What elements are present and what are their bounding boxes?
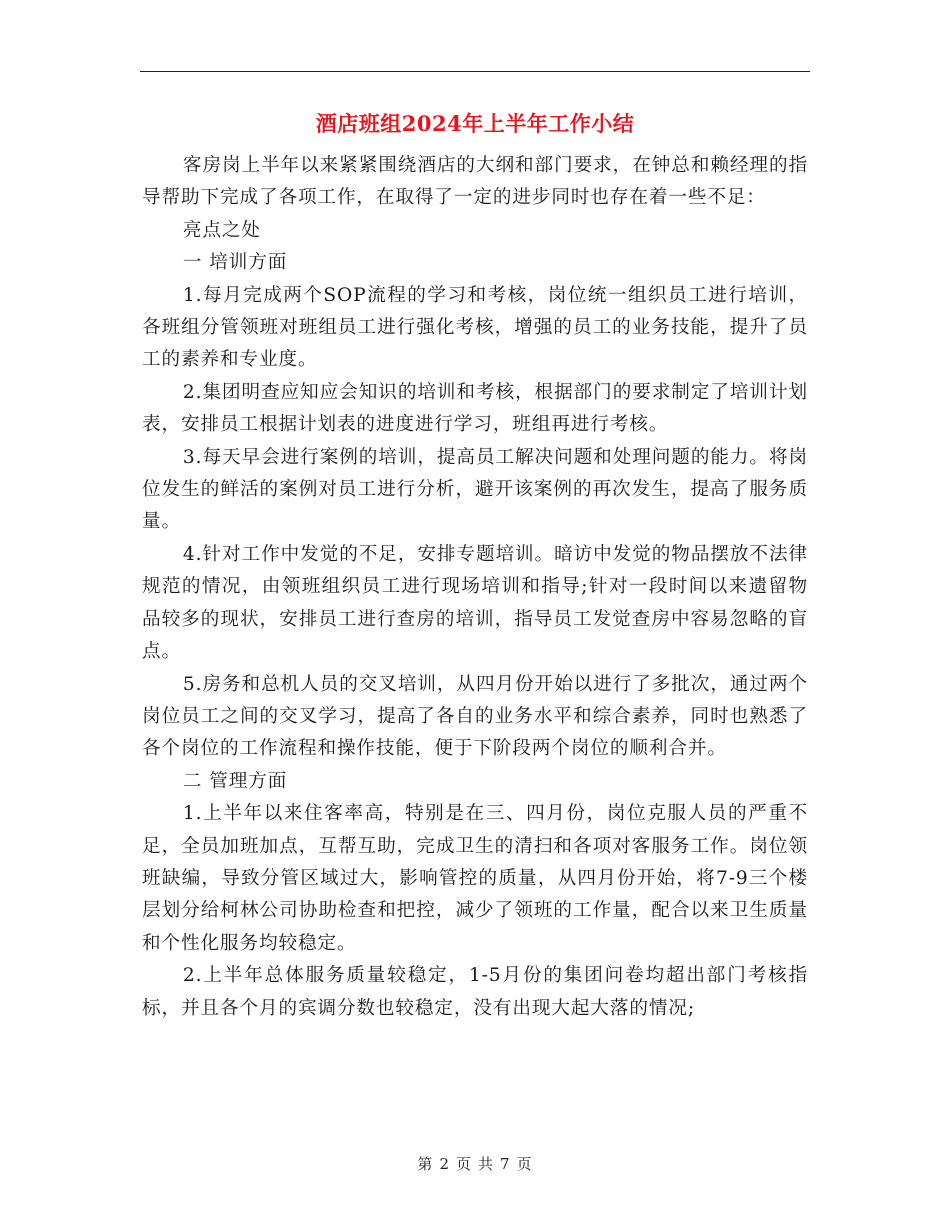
paragraph-training-1: 1.每月完成两个SOP流程的学习和考核，岗位统一组织员工进行培训，各班组分管领班对班组员工进行强化考核，增强的员工的业务技能，提升了员工的素养和专业度。 (142, 284, 808, 371)
paragraph-intro: 客房岗上半年以来紧紧围绕酒店的大纲和部门要求，在钟总和赖经理的指导帮助下完成了各项工作，在取得了一定的进步同时也存在着一些不足： (142, 155, 808, 209)
paragraph-training-5: 5.房务和总机人员的交叉培训，从四月份开始以进行了多批次，通过两个岗位员工之间的交叉学习，提高了各自的业务水平和综合素养，同时也熟悉了各个岗位的工作流程和操作技能，便于下阶段两个岗位的顺利合并。 (142, 673, 808, 760)
footer-page-word: 页 (455, 1155, 472, 1173)
paragraph-management-2: 2.上半年总体服务质量较稳定，1-5月份的集团问卷均超出部门考核指标，并且各个月的宾调分数也较稳定，没有出现大起大落的情况; (142, 965, 808, 1019)
header-rule (140, 71, 810, 72)
footer-total-prefix: 共 (478, 1155, 495, 1173)
paragraph-training-2: 2.集团明查应知应会知识的培训和考核，根据部门的要求制定了培训计划表，安排员工根据计划表的进度进行学习，班组再进行考核。 (142, 381, 808, 436)
document-title: 酒店班组2024年上半年工作小结 (315, 111, 635, 136)
section-heading-training: 一 培训方面 (182, 252, 288, 274)
paragraph-training-3: 3.每天早会进行案例的培训，提高员工解决问题和处理问题的能力。将岗位发生的鲜活的案例对员工进行分析，避开该案例的再次发生，提高了服务质量。 (142, 446, 808, 533)
section-heading-management: 二 管理方面 (182, 770, 288, 792)
document-body (142, 150, 808, 1025)
paragraph-management-1: 1.上半年以来住客率高，特别是在三、四月份，岗位克服人员的严重不足，全员加班加点，互帮互助，完成卫生的清扫和各项对客服务工作。岗位领班缺编，导致分管区域过大，影响管控的质量，从四月份开始，将7-9三个楼层划分给柯林公司协助检查和把控，减少了领班的工作量，配合以来卫生质量和个性化服务均较稳定。 (142, 803, 808, 954)
page-footer (0, 1153, 950, 1174)
footer-current-page: 2 (439, 1155, 450, 1173)
footer-prefix: 第 (417, 1155, 434, 1173)
section-heading-highlights: 亮点之处 (182, 219, 261, 241)
footer-total-pages: 7 (500, 1155, 511, 1173)
paragraph-training-4: 4.针对工作中发觉的不足，安排专题培训。暗访中发觉的物品摆放不法律规范的情况，由领班组织员工进行现场培训和指导;针对一段时间以来遗留物品较多的现状，安排员工进行查房的培训，指导员工发觉查房中容易忽略的盲点。 (142, 543, 808, 663)
footer-total-suffix: 页 (516, 1155, 533, 1173)
